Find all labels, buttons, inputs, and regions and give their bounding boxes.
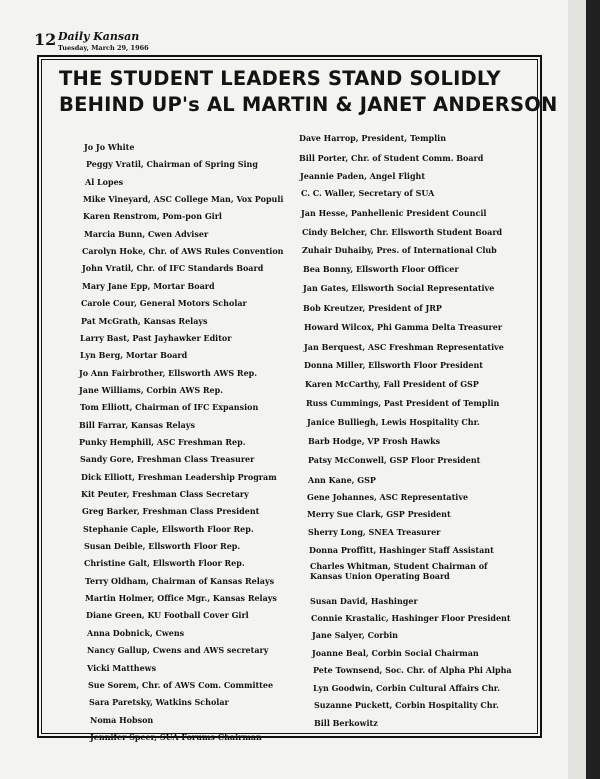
name-entry: Merry Sue Clark, GSP President [307, 509, 451, 519]
name-entry: Jane Williams, Corbin AWS Rep. [79, 384, 224, 395]
name-entry: Peggy Vratil, Chairman of Spring Sing [86, 159, 258, 170]
name-entry: Mary Jane Epp, Mortar Board [82, 280, 215, 291]
name-entry: Sue Sorem, Chr. of AWS Com. Committee [88, 679, 274, 690]
name-entry: Jan Berquest, ASC Freshman Representative [304, 342, 504, 352]
name-entry: Marcia Bunn, Cwen Adviser [84, 228, 209, 239]
name-entry: Noma Hobson [90, 714, 154, 725]
name-entry: Janice Bulliegh, Lewis Hospitality Chr. [307, 417, 480, 427]
name-entry: Charles Whitman, Student Chairman of Kansas Union Operating Board [310, 561, 488, 581]
name-entry: Al Lopes [85, 176, 124, 187]
name-entry: Russ Cummings, Past President of Templin [306, 398, 500, 408]
page-number: 12 [34, 30, 57, 49]
name-entry: Howard Wilcox, Phi Gamma Delta Treasurer [304, 322, 503, 332]
name-entry: Suzanne Puckett, Corbin Hospitality Chr. [314, 700, 499, 710]
name-entry: Barb Hodge, VP Frosh Hawks [308, 436, 441, 446]
name-entry: Jennifer Speer, SUA Forums Chairman [90, 731, 262, 742]
name-entry: Bea Bonny, Ellsworth Floor Officer [303, 264, 459, 274]
name-entry: Gene Johannes, ASC Representative [307, 492, 469, 502]
name-entry: Tom Elliott, Chairman of IFC Expansion [80, 402, 259, 413]
name-entry: Jeannie Paden, Angel Flight [300, 171, 426, 181]
name-entry: Anna Dobnick, Cwens [87, 627, 185, 638]
name-entry: Joanne Beal, Corbin Social Chairman [312, 648, 479, 658]
name-entry: Lyn Berg, Mortar Board [80, 350, 188, 361]
name-entry: Cindy Belcher, Chr. Ellsworth Student Board [302, 227, 503, 237]
newspaper-name: Daily Kansan [58, 30, 140, 43]
name-entry: Sara Paretsky, Watkins Scholar [89, 697, 229, 708]
name-entry: Vicki Matthews [87, 662, 157, 673]
name-entry: Bill Farrar, Kansas Relays [79, 419, 195, 430]
name-entry: Patsy McConwell, GSP Floor President [308, 455, 481, 465]
name-entry: Punky Hemphill, ASC Freshman Rep. [79, 436, 246, 447]
name-entry: Jane Salyer, Corbin [312, 630, 398, 640]
name-entry: Karen Renstrom, Pom-pon Girl [83, 211, 222, 222]
issue-date: Tuesday, March 29, 1966 [58, 44, 149, 52]
name-entry: Zuhair Duhaiby, Pres. of International Club [302, 245, 497, 255]
name-entry: Lyn Goodwin, Corbin Cultural Affairs Chr. [313, 683, 501, 693]
name-entry: Jo Jo White [84, 142, 135, 152]
name-entry: Jo Ann Fairbrother, Ellsworth AWS Rep. [79, 367, 258, 378]
name-entry: C. C. Waller, Secretary of SUA [301, 188, 435, 198]
name-entry: Donna Miller, Ellsworth Floor President [304, 360, 484, 370]
name-entry: Kit Peuter, Freshman Class Secretary [81, 489, 249, 499]
name-entry: Sherry Long, SNEA Treasurer [308, 527, 441, 537]
name-entry: Terry Oldham, Chairman of Kansas Relays [85, 575, 275, 586]
name-entry: Bill Porter, Chr. of Student Comm. Board [299, 153, 484, 163]
name-entry: Stephanie Caple, Ellsworth Floor Rep. [83, 523, 254, 534]
name-entry: Jan Gates, Ellsworth Social Representative [303, 283, 495, 293]
name-entry: Larry Bast, Past Jayhawker Editor [80, 332, 232, 343]
adjacent-page-edge [568, 0, 600, 779]
name-entry: Karen McCarthy, Fall President of GSP [305, 379, 479, 389]
name-entry: Susan Deible, Ellsworth Floor Rep. [84, 541, 241, 552]
name-entry: John Vratil, Chr. of IFC Standards Board [82, 263, 264, 274]
name-entry: Sandy Gore, Freshman Class Treasurer [80, 454, 255, 465]
name-entry: Ann Kane, GSP [308, 475, 376, 485]
name-entry: Donna Proffitt, Hashinger Staff Assistant [309, 545, 494, 555]
headline-line-2: BEHIND UP's AL MARTIN & JANET ANDERSON [59, 93, 558, 116]
name-entry: Diane Green, KU Football Cover Girl [86, 610, 249, 621]
name-entry: Connie Krastalic, Hashinger Floor President [311, 613, 511, 623]
name-entry: Dick Elliott, Freshman Leadership Program [81, 471, 277, 482]
name-entry: Carole Cour, General Motors Scholar [81, 298, 247, 309]
name-entry: Susan David, Hashinger [310, 596, 418, 606]
name-entry: Christine Galt, Ellsworth Floor Rep. [84, 558, 245, 569]
name-entry: Jan Hesse, Panhellenic President Council [301, 208, 487, 218]
name-entry: Dave Harrop, President, Templin [299, 133, 447, 143]
binding-shadow [586, 0, 600, 779]
name-entry: Carolyn Hoke, Chr. of AWS Rules Convention [82, 246, 284, 257]
name-entry: Mike Vineyard, ASC College Man, Vox Populi [83, 194, 284, 205]
headline-line-1: THE STUDENT LEADERS STAND SOLIDLY [59, 67, 501, 90]
name-entry: Pete Townsend, Soc. Chr. of Alpha Phi Alpha [313, 665, 512, 675]
advertisement-box [37, 55, 558, 742]
name-entry: Greg Barker, Freshman Class President [82, 506, 260, 517]
name-entry: Martin Holmer, Office Mgr., Kansas Relays [85, 593, 277, 604]
name-entry: Pat McGrath, Kansas Relays [81, 315, 208, 326]
name-entry: Nancy Gallup, Cwens and AWS secretary [87, 645, 269, 656]
name-entry: Bob Kreutzer, President of JRP [303, 303, 442, 313]
name-entry: Bill Berkowitz [314, 718, 378, 728]
